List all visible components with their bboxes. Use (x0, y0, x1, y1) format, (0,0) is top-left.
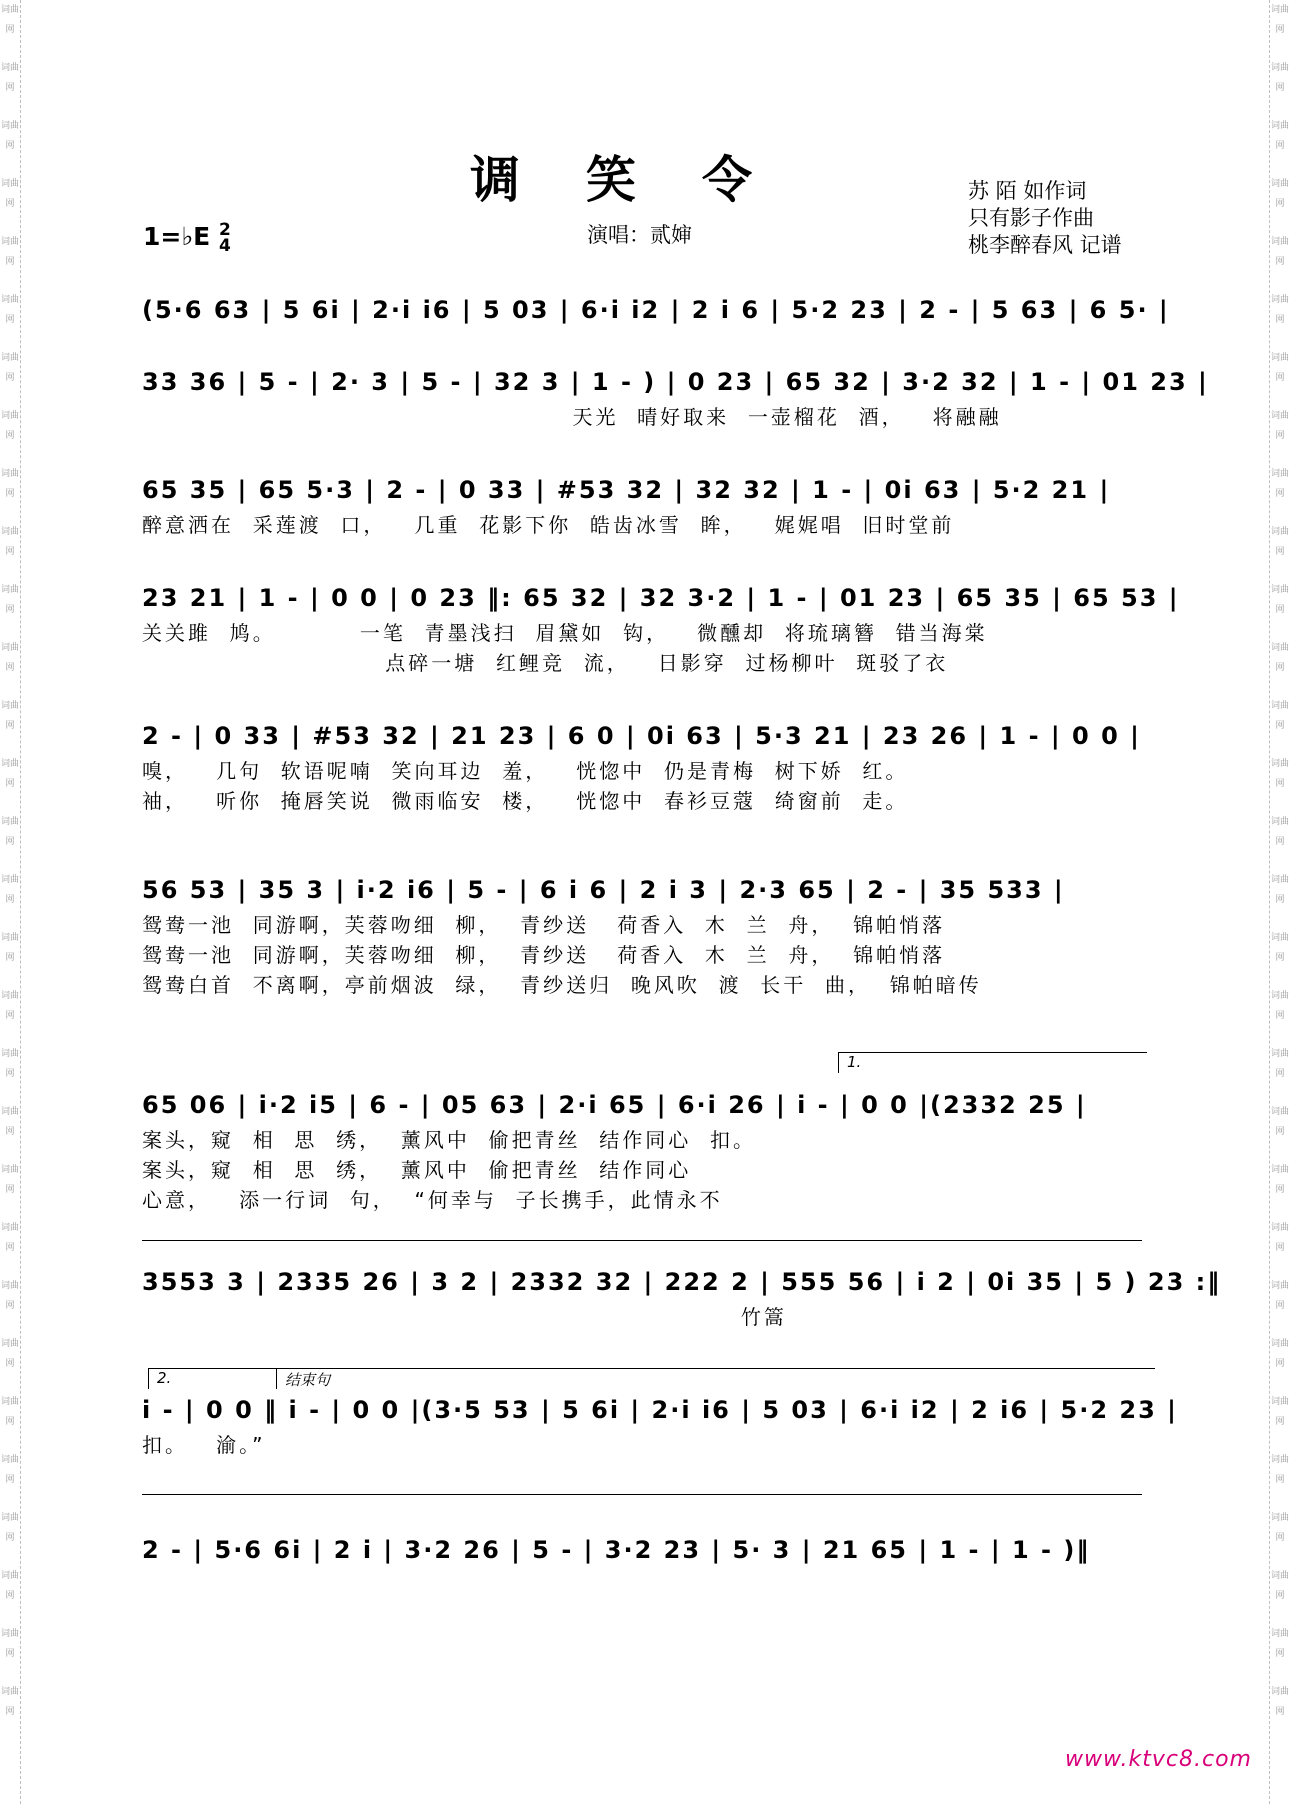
score-row (142, 1262, 1222, 1332)
watermark-text: 词曲网 (0, 759, 19, 789)
right-margin-watermark (1269, 0, 1290, 1804)
score-row (142, 578, 1180, 678)
ending-volta (276, 1368, 1155, 1389)
notation-line: 2 - | 5·6 6i | 2 i | 3·2 26 | 5 - | 3·2 23 | 5· 3 | 21 65 | 1 - | 1 - )‖ (142, 1536, 1091, 1564)
watermark-text: 词曲网 (0, 643, 19, 673)
watermark-text: 词曲网 (1270, 237, 1289, 267)
lyric-line: 嗅， 几句 软语呢喃 笑向耳边 羞， 恍惚中 仍是青梅 树下娇 红。 (142, 759, 909, 783)
watermark-text: 词曲网 (1270, 1339, 1289, 1369)
notation-line: 23 21 | 1 - | 0 0 | 0 23 ‖: 65 32 | 32 3·2 | 1 - | 01 23 | 65 35 | 65 53 | (142, 584, 1180, 612)
score-row (142, 1530, 1150, 1570)
volta-2-label: 2. (157, 1369, 172, 1387)
lyric-line: 鸳鸯一池 同游啊，芙蓉吻细 柳， 青纱送 荷香入 木 兰 舟， 锦帕悄落 (142, 913, 946, 937)
watermark-text: 词曲网 (0, 1223, 19, 1253)
site-logo: www.ktvc8.com (1064, 1747, 1252, 1772)
lyric-line: 扣。 渝。” (142, 1433, 266, 1457)
lyric-line: 醉意洒在 采莲渡 口， 几重 花影下你 皓齿冰雪 眸， 娓娓唱 旧时堂前 (142, 513, 955, 537)
score-row (142, 1085, 1150, 1215)
watermark-text: 词曲网 (0, 469, 19, 499)
notation-line: 65 06 | i·2 i5 | 6 - | 05 63 | 2·i 65 | 6·i 26 | i - | 0 0 |(2332 25 | (142, 1091, 1087, 1119)
ending-label: 结束句 (285, 1371, 331, 1389)
composer: 只有影子作曲 (968, 206, 1094, 230)
watermark-text: 词曲网 (0, 1107, 19, 1137)
score-row (142, 290, 1170, 330)
score-row (142, 870, 1150, 1000)
lyric-line: 天光 晴好取来 一壶榴花 酒， 将融融 (142, 405, 1002, 429)
watermark-text: 词曲网 (1270, 817, 1289, 847)
watermark-text: 词曲网 (1270, 585, 1289, 615)
watermark-text: 词曲网 (1270, 1107, 1289, 1137)
watermark-text: 词曲网 (1270, 1397, 1289, 1427)
notation-line: 33 36 | 5 - | 2· 3 | 5 - | 32 3 | 1 - ) | 0 23 | 65 32 | 3·2 32 | 1 - | 01 23 | (142, 368, 1209, 396)
watermark-text: 词曲网 (0, 121, 19, 151)
watermark-text: 词曲网 (0, 875, 19, 905)
watermark-text: 词曲网 (1270, 1223, 1289, 1253)
volta-1-label: 1. (847, 1053, 862, 1071)
system-line (142, 1240, 1142, 1241)
watermark-text: 词曲网 (1270, 1513, 1289, 1543)
watermark-text: 词曲网 (0, 179, 19, 209)
watermark-text: 词曲网 (1270, 1571, 1289, 1601)
watermark-text: 词曲网 (0, 353, 19, 383)
watermark-text: 词曲网 (0, 1513, 19, 1543)
singer: 演唱：贰婶 (587, 223, 692, 247)
lyric-line: 心意， 添一行词 句， “何幸与 子长携手，此情永不 (142, 1188, 723, 1212)
system-line-2 (142, 1494, 1142, 1495)
watermark-text: 词曲网 (1270, 469, 1289, 499)
key-signature (143, 222, 231, 254)
lyric-line: 鸳鸯白首 不离啊，亭前烟波 绿， 青纱送归 晚风吹 渡 长干 曲， 锦帕暗传 (142, 973, 982, 997)
watermark-text: 词曲网 (0, 1397, 19, 1427)
watermark-text: 词曲网 (1270, 1629, 1289, 1659)
watermark-text: 词曲网 (0, 5, 19, 35)
lyricist: 苏 陌 如作词 (968, 179, 1087, 203)
watermark-text: 词曲网 (0, 1165, 19, 1195)
watermark-text: 词曲网 (0, 585, 19, 615)
left-margin-watermark (0, 0, 21, 1804)
watermark-text: 词曲网 (1270, 875, 1289, 905)
watermark-text: 词曲网 (1270, 1281, 1289, 1311)
lyric-line: 关关雎 鸠。 一笔 青墨浅扫 眉黛如 钩， 微醺却 将琉璃簪 错当海棠 (142, 621, 988, 645)
watermark-text: 词曲网 (1270, 1049, 1289, 1079)
watermark-text: 词曲网 (1270, 121, 1289, 151)
watermark-text: 词曲网 (1270, 353, 1289, 383)
lyric-line: 案头，窥 相 思 绣， 薰风中 偷把青丝 结作同心 (142, 1158, 692, 1182)
watermark-text: 词曲网 (0, 1687, 19, 1717)
watermark-text: 词曲网 (0, 237, 19, 267)
volta-1 (838, 1052, 1147, 1073)
watermark-text: 词曲网 (0, 991, 19, 1021)
notation-line: 2 - | 0 33 | #53 32 | 21 23 | 6 0 | 0i 63 | 5·3 21 | 23 26 | 1 - | 0 0 | (142, 722, 1141, 750)
watermark-text: 词曲网 (0, 1629, 19, 1659)
watermark-text: 词曲网 (0, 1571, 19, 1601)
watermark-text: 词曲网 (0, 1339, 19, 1369)
watermark-text: 词曲网 (0, 527, 19, 557)
lyric-line: 鸳鸯一池 同游啊，芙蓉吻细 柳， 青纱送 荷香入 木 兰 舟， 锦帕悄落 (142, 943, 946, 967)
lyric-line: 竹篙 (142, 1305, 787, 1329)
score-row (142, 470, 1150, 540)
watermark-text: 词曲网 (1270, 1455, 1289, 1485)
watermark-text: 词曲网 (1270, 63, 1289, 93)
volta-2 (148, 1368, 277, 1389)
watermark-text: 词曲网 (0, 1455, 19, 1485)
watermark-text: 词曲网 (1270, 295, 1289, 325)
notation-line: 65 35 | 65 5·3 | 2 - | 0 33 | #53 32 | 32 32 | 1 - | 0i 63 | 5·2 21 | (142, 476, 1111, 504)
lyric-line: 案头，窥 相 思 绣， 薰风中 偷把青丝 结作同心 扣。 (142, 1128, 757, 1152)
watermark-text: 词曲网 (1270, 5, 1289, 35)
watermark-text: 词曲网 (0, 295, 19, 325)
watermark-text: 词曲网 (1270, 527, 1289, 557)
time-signature (219, 222, 231, 254)
time-bottom: 4 (218, 236, 231, 256)
watermark-text: 词曲网 (0, 411, 19, 441)
notation-line: 3553 3 | 2335 26 | 3 2 | 2332 32 | 222 2 | 555 56 | i 2 | 0i 35 | 5 ) 23 :‖ (142, 1268, 1222, 1296)
lyric-line: 点碎一塘 红鲤竞 流， 日影穿 过杨柳叶 斑驳了衣 (142, 651, 949, 675)
watermark-text: 词曲网 (1270, 179, 1289, 209)
watermark-text: 词曲网 (1270, 1687, 1289, 1717)
watermark-text: 词曲网 (0, 701, 19, 731)
watermark-text: 词曲网 (1270, 701, 1289, 731)
time-top: 2 (218, 220, 231, 240)
watermark-text: 词曲网 (0, 63, 19, 93)
notation-line: i - | 0 0 ‖ i - | 0 0 |(3·5 53 | 5 6i | 2·i i6 | 5 03 | 6·i i2 | 2 i6 | 5·2 23 | (142, 1396, 1178, 1424)
score-row (142, 716, 1150, 816)
song-title: 调笑令 (470, 150, 818, 209)
score-row (142, 362, 1209, 432)
lyric-line: 袖， 听你 掩唇笑说 微雨临安 楼， 恍惚中 春衫豆蔻 绮窗前 走。 (142, 789, 909, 813)
watermark-text: 词曲网 (0, 817, 19, 847)
key-label: 1=♭E (143, 222, 211, 251)
watermark-text: 词曲网 (0, 1281, 19, 1311)
watermark-text: 词曲网 (1270, 759, 1289, 789)
watermark-text: 词曲网 (1270, 1165, 1289, 1195)
notation-line: (5·6 63 | 5 6i | 2·i i6 | 5 03 | 6·i i2 | 2 i 6 | 5·2 23 | 2 - | 5 63 | 6 5· | (142, 296, 1170, 324)
watermark-text: 词曲网 (1270, 643, 1289, 673)
watermark-text: 词曲网 (0, 1049, 19, 1079)
watermark-text: 词曲网 (1270, 411, 1289, 441)
watermark-text: 词曲网 (0, 933, 19, 963)
watermark-text: 词曲网 (1270, 933, 1289, 963)
credits (968, 178, 1122, 259)
watermark-text: 词曲网 (1270, 991, 1289, 1021)
notation-line: 56 53 | 35 3 | i·2 i6 | 5 - | 6 i 6 | 2 i 3 | 2·3 65 | 2 - | 35 533 | (142, 876, 1065, 904)
score-row (142, 1390, 1178, 1460)
transcriber: 桃李醉春风 记谱 (968, 233, 1122, 257)
